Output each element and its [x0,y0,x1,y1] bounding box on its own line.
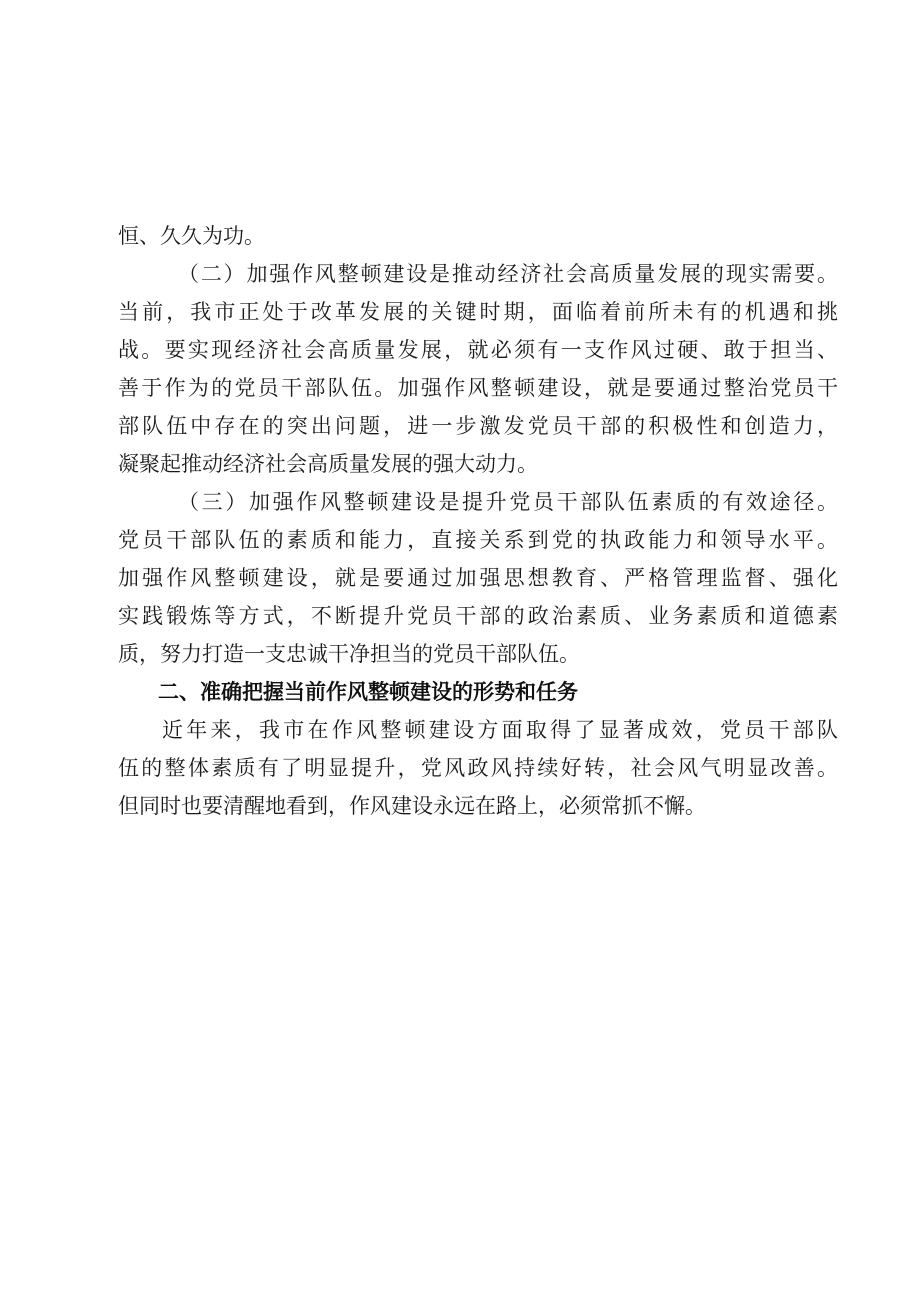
text-line: 党员干部队伍的素质和能力，直接关系到党的执政能力和领导水平。 [118,528,838,552]
paragraph-situation [118,711,838,825]
text-line: 善于作为的党员干部队伍。加强作风整顿建设，就是要通过整治党员干 [118,376,838,400]
text-line: 部队伍中存在的突出问题，进一步激发党员干部的积极性和创造力， [118,414,838,438]
text-line: 战。要实现经济社会高质量发展，就必须有一支作风过硬、敢于担当、 [118,338,838,362]
text-line: 当前，我市正处于改革发展的关键时期，面临着前所未有的机遇和挑 [118,300,838,324]
section-heading: 二、准确把握当前作风整顿建设的形势和任务 [158,680,578,704]
paragraph-section-3 [118,483,838,673]
paragraph-section-2 [118,255,838,483]
text-line: 加强作风整顿建设，就是要通过加强思想教育、严格管理监督、强化 [118,566,838,590]
text-line: 伍的整体素质有了明显提升，党风政风持续好转，社会风气明显改善。 [118,756,838,780]
document-body [118,217,838,825]
paragraph-continuation [118,217,838,255]
text-line: 近年来，我市在作风整顿建设方面取得了显著成效，党员干部队 [162,718,838,742]
text-line: 凝聚起推动经济社会高质量发展的强大动力。 [118,452,538,476]
text-line: 恒、久久为功。 [118,224,265,248]
text-line: 实践锻炼等方式，不断提升党员干部的政治素质、业务素质和道德素 [118,604,838,628]
text-line: （三）加强作风整顿建设是提升党员干部队伍素质的有效途径。 [178,490,838,514]
text-line: 质，努力打造一支忠诚干净担当的党员干部队伍。 [118,642,580,666]
text-line: 但同时也要清醒地看到，作风建设永远在路上，必须常抓不懈。 [118,794,706,818]
text-line: （二）加强作风整顿建设是推动经济社会高质量发展的现实需要。 [178,262,838,286]
